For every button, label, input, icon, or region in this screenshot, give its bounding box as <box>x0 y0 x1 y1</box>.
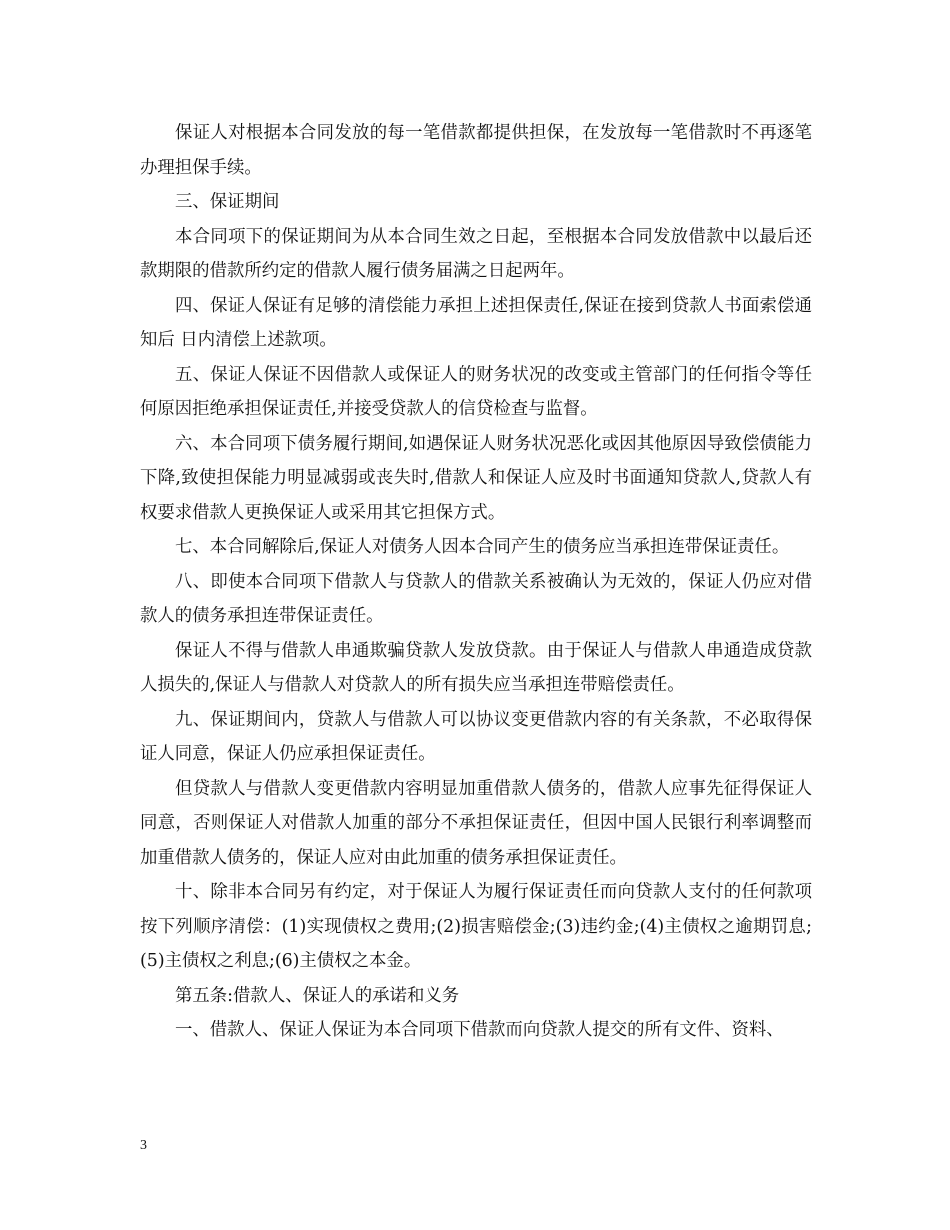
paragraph: 保证人对根据本合同发放的每一笔借款都提供担保，在发放每一笔借款时不再逐笔办理担保手续。 <box>140 123 812 178</box>
document-body <box>140 116 812 1048</box>
paragraph: 四、保证人保证有足够的清偿能力承担上述担保责任,保证在接到贷款人书面索偿通知后 日内清偿上述款项。 <box>140 295 812 350</box>
paragraph: 六、本合同项下债务履行期间,如遇保证人财务状况恶化或因其他原因导致偿债能力下降,致使担保能力明显减弱或丧失时,借款人和保证人应及时书面通知贷款人,贷款人有权要求借款人更换保证人或采用其它担保方式。 <box>140 433 812 523</box>
section-heading: 第五条:借款人、保证人的承诺和义务 <box>175 985 460 1006</box>
section-heading: 三、保证期间 <box>175 192 280 212</box>
paragraph: 九、保证期间内，贷款人与借款人可以协议变更借款内容的有关条款，不必取得保证人同意，保证人仍应承担保证责任。 <box>140 709 812 764</box>
paragraph: 五、保证人保证不因借款人或保证人的财务状况的改变或主管部门的任何指令等任何原因拒绝承担保证责任,并接受贷款人的信贷检查与监督。 <box>140 364 812 419</box>
paragraph: 八、即使本合同项下借款人与贷款人的借款关系被确认为无效的，保证人仍应对借款人的债务承担连带保证责任。 <box>140 571 812 626</box>
paragraph: 保证人不得与借款人串通欺骗贷款人发放贷款。由于保证人与借款人串通造成贷款人损失的,保证人与借款人对贷款人的所有损失应当承担连带赔偿责任。 <box>140 640 812 695</box>
paragraph: 但贷款人与借款人变更借款内容明显加重借款人债务的，借款人应事先征得保证人同意，否则保证人对借款人加重的部分不承担保证责任，但因中国人民银行利率调整而加重借款人债务的，保证人应对由此加重的债务承担保证责任。 <box>140 778 812 868</box>
paragraph: 一、借款人、保证人保证为本合同项下借款而向贷款人提交的所有文件、资料、 <box>175 1020 784 1040</box>
page-number: 3 <box>140 1138 147 1153</box>
paragraph: 本合同项下的保证期间为从本合同生效之日起，至根据本合同发放借款中以最后还款期限的借款所约定的借款人履行债务届满之日起两年。 <box>140 226 812 281</box>
paragraph: 十、除非本合同另有约定，对于保证人为履行保证责任而向贷款人支付的任何款项按下列顺序清偿：(1)实现债权之费用;(2)损害赔偿金;(3)违约金;(4)主债权之逾期罚息;(5)主债权之利息;(6)主债权之本金。 <box>140 882 812 971</box>
paragraph: 七、本合同解除后,保证人对债务人因本合同产生的债务应当承担连带保证责任。 <box>175 537 790 557</box>
